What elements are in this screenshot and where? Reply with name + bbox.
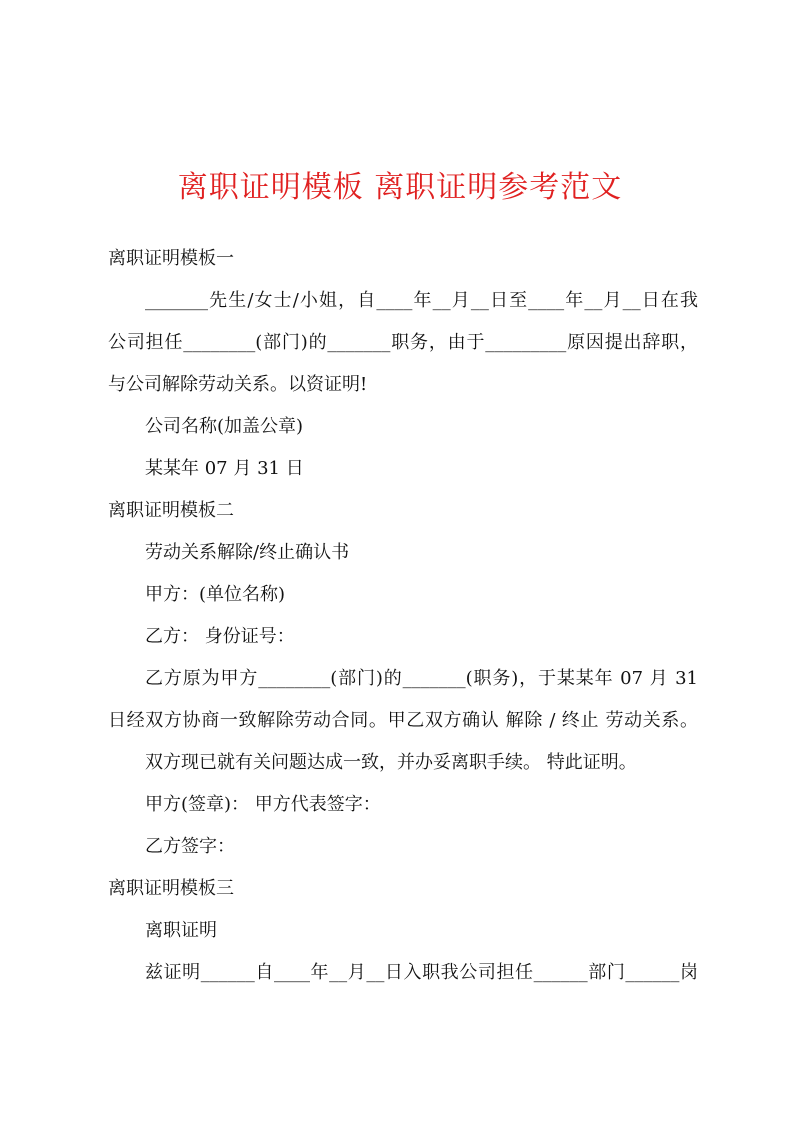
section-heading-3: 离职证明模板三 <box>108 878 234 899</box>
party-b-line: 乙方： 身份证号： <box>145 626 295 647</box>
party-a-line: 甲方：(单位名称) <box>145 584 286 605</box>
subtitle-line: 劳动关系解除/终止确认书 <box>145 542 350 563</box>
company-name-line: 公司名称(加盖公章) <box>145 416 304 437</box>
signature-line: 乙方签字： <box>145 836 235 857</box>
paragraph-line: 兹证明______自____年__月__日入职我公司担任______部门______岗 <box>145 962 698 983</box>
paragraph-line: _______先生/女士/小姐，自____年__月__日至____年__月__日在我 <box>145 290 698 311</box>
paragraph-line: 公司担任________(部门)的_______职务，由于_________原因提出辞职， <box>108 332 698 353</box>
paragraph-line: 乙方原为甲方________(部门)的_______(职务)，于某某年 07 月 31 <box>145 668 698 689</box>
section-heading-1: 离职证明模板一 <box>108 248 234 269</box>
document-title: 离职证明模板 离职证明参考范文 <box>177 170 623 205</box>
subtitle-line: 离职证明 <box>145 920 217 941</box>
paragraph-line: 与公司解除劳动关系。以资证明! <box>108 374 368 395</box>
section-heading-2: 离职证明模板二 <box>108 500 234 521</box>
paragraph-line: 双方现已就有关问题达成一致，并办妥离职手续。 特此证明。 <box>145 752 637 773</box>
signature-line: 甲方(签章)： 甲方代表签字： <box>145 794 381 815</box>
date-line: 某某年 07 月 31 日 <box>145 458 304 479</box>
paragraph-line: 日经双方协商一致解除劳动合同。甲乙双方确认 解除 / 终止 劳动关系。 <box>108 710 698 731</box>
